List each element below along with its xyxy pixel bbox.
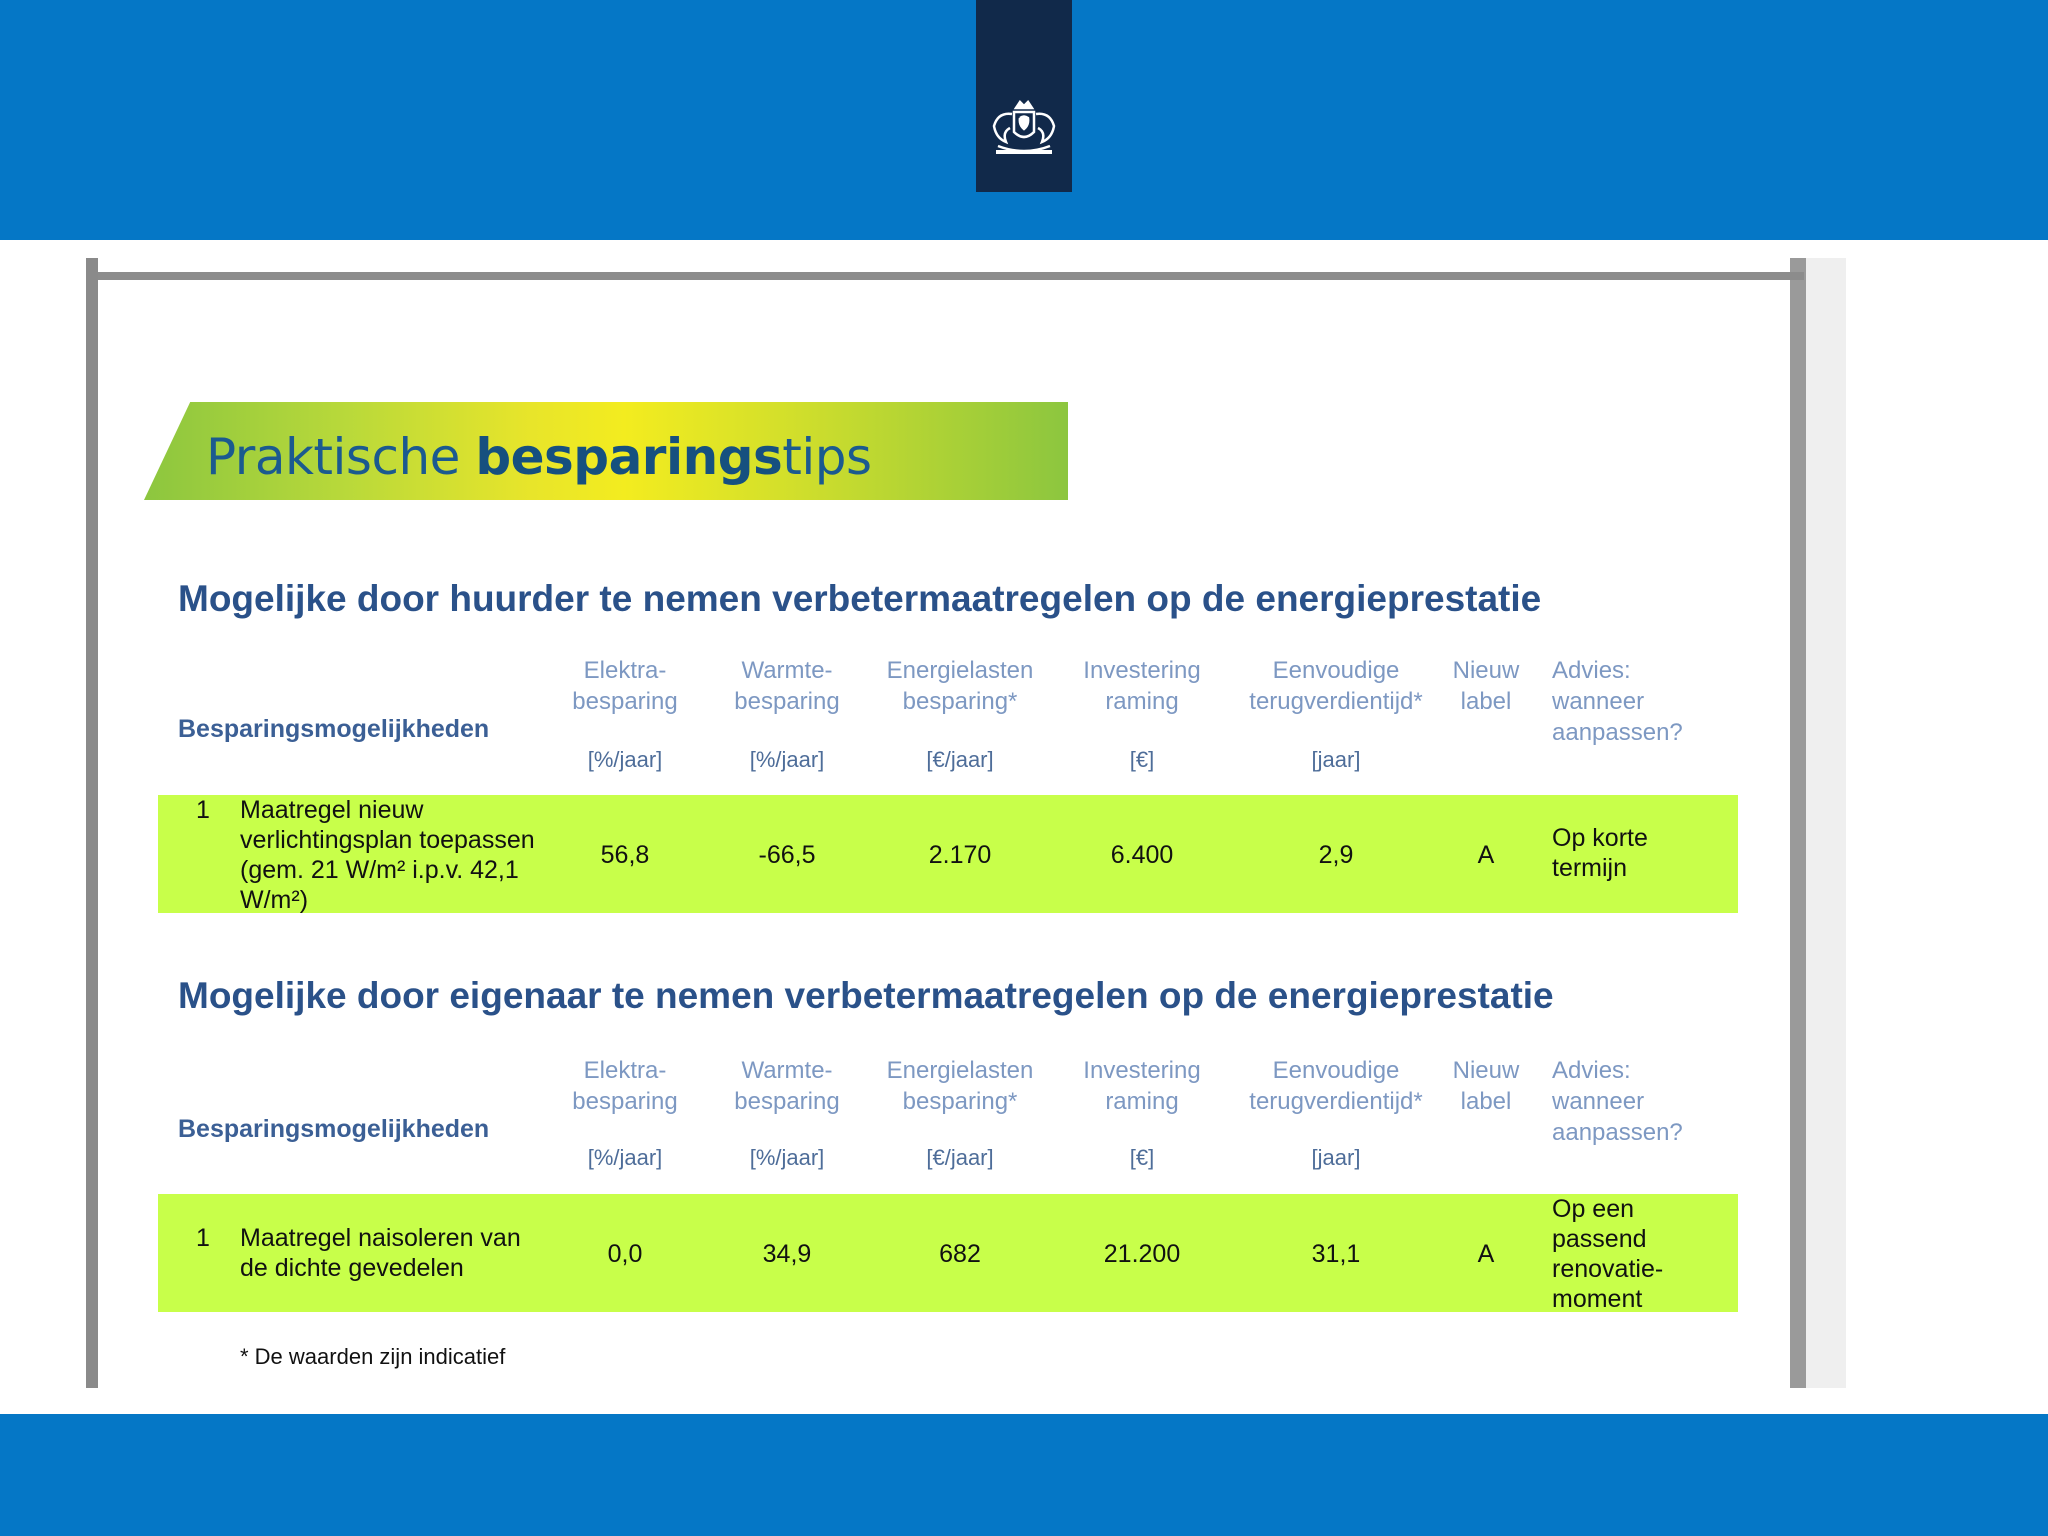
unit-energielasten: [€/jaar] (926, 1145, 994, 1170)
bottom-banner (0, 1414, 2048, 1536)
government-logo (976, 0, 1072, 192)
unit-warmte: [%/jaar] (749, 747, 825, 772)
value-energielasten: 682 (939, 1240, 981, 1268)
title-tail: tips (782, 428, 872, 486)
unit-elektra: [%/jaar] (587, 747, 663, 772)
col-header-warmte: Warmte- besparing (734, 1057, 840, 1115)
unit-terugverdientijd: [jaar] (1311, 747, 1361, 772)
value-terugverdientijd: 2,9 (1318, 841, 1354, 869)
value-elektra: 56,8 (600, 841, 650, 869)
measure-description: Maatregel nieuw verlichtingsplan toepassen (gem. 21 W/m² i.p.v. 42,1 W/m²) (240, 796, 535, 914)
col-header-terugverdientijd: Eenvoudige terugverdientijd* (1249, 657, 1423, 715)
col-header-advies: Advies: wanneer aanpassen? (1552, 1057, 1683, 1146)
unit-investering: [€] (1129, 1145, 1155, 1170)
unit-elektra: [%/jaar] (587, 1145, 663, 1170)
document-top-rule (98, 272, 1804, 280)
col-header-energielasten: Energielasten besparing* (886, 1057, 1034, 1115)
value-energielasten: 2.170 (928, 841, 992, 869)
value-investering: 6.400 (1110, 841, 1174, 869)
col-header-elektra: Elektra- besparing (572, 657, 678, 715)
footnote: * De waarden zijn indicatief (240, 1344, 506, 1369)
title-bold: besparings (475, 428, 783, 486)
value-warmte: -66,5 (758, 841, 816, 869)
section-heading-huurder: Mogelijke door huurder te nemen verbetermaatregelen op de energieprestatie (178, 578, 1542, 619)
value-advies: Op korte termijn (1552, 824, 1648, 882)
unit-warmte: [%/jaar] (749, 1145, 825, 1170)
unit-investering: [€] (1129, 747, 1155, 772)
page-edge (1806, 258, 1846, 1388)
col-header-advies: Advies: wanneer aanpassen? (1552, 657, 1683, 746)
value-warmte: 34,9 (762, 1240, 812, 1268)
unit-terugverdientijd: [jaar] (1311, 1145, 1361, 1170)
page-title (206, 428, 872, 486)
coat-of-arms-icon (984, 98, 1064, 168)
col-header-terugverdientijd: Eenvoudige terugverdientijd* (1249, 1057, 1423, 1115)
value-advies: Op een passend renovatie- moment (1552, 1195, 1664, 1313)
col-header-investering: Investering raming (1083, 1057, 1201, 1115)
value-label: A (1477, 1240, 1495, 1268)
value-investering: 21.200 (1103, 1240, 1181, 1268)
unit-energielasten: [€/jaar] (926, 747, 994, 772)
col-header-investering: Investering raming (1083, 657, 1201, 715)
value-elektra: 0,0 (607, 1240, 643, 1268)
value-label: A (1477, 841, 1495, 869)
col-header-warmte: Warmte- besparing (734, 657, 840, 715)
row-number: 1 (196, 796, 210, 824)
col-header-energielasten: Energielasten besparing* (886, 657, 1034, 715)
section-heading-eigenaar: Mogelijke door eigenaar te nemen verbetermaatregelen op de energieprestatie (178, 975, 1554, 1016)
col-header-elektra: Elektra- besparing (572, 1057, 678, 1115)
col-header-label: Nieuw label (1452, 657, 1520, 715)
col-header-label: Nieuw label (1452, 1057, 1520, 1115)
row-head-label: Besparingsmogelijkheden (178, 715, 490, 743)
title-light: Praktische (206, 428, 476, 486)
row-number: 1 (196, 1224, 210, 1252)
measure-description: Maatregel naisoleren van de dichte gevedelen (240, 1224, 521, 1282)
value-terugverdientijd: 31,1 (1311, 1240, 1361, 1268)
row-head-label: Besparingsmogelijkheden (178, 1115, 490, 1143)
